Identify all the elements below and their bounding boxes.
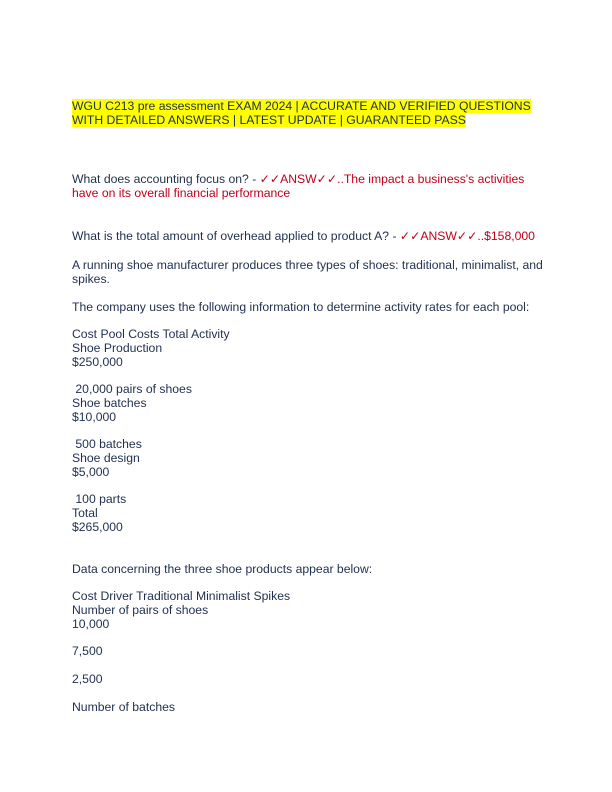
cost-pool-line: 500 batches bbox=[72, 437, 142, 451]
cost-pool-line: 100 parts bbox=[72, 492, 127, 506]
cost-pool-line: $10,000 bbox=[72, 410, 117, 424]
question-1 bbox=[72, 172, 524, 186]
products-header: Cost Driver Traditional Minimalist Spikes bbox=[72, 589, 291, 603]
intro-line-2: spikes. bbox=[72, 272, 110, 286]
answer-2-text: ✓✓ANSW✓✓..$158,000 bbox=[399, 229, 535, 243]
question-2-text: What is the total amount of overhead applied to product A? - bbox=[72, 229, 400, 243]
cost-pool-line: Total bbox=[72, 506, 98, 520]
products-line: 2,500 bbox=[72, 672, 103, 686]
cost-pool-line: Shoe Production bbox=[72, 341, 163, 355]
cost-pool-line: $5,000 bbox=[72, 465, 110, 479]
document-title-line-1: WGU C213 pre assessment EXAM 2024 | ACCURATE AND VERIFIED QUESTIONS bbox=[72, 99, 531, 113]
intro-line-3: The company uses the following information to determine activity rates for each pool: bbox=[72, 300, 530, 314]
products-line: 10,000 bbox=[72, 617, 110, 631]
cost-pool-line: 20,000 pairs of shoes bbox=[72, 382, 192, 396]
products-line: 7,500 bbox=[72, 644, 103, 658]
question-1-text: What does accounting focus on? - bbox=[72, 172, 260, 186]
products-intro: Data concerning the three shoe products appear below: bbox=[72, 562, 373, 576]
answer-1-text: ✓✓ANSW✓✓..The impact a business's activities bbox=[259, 172, 525, 186]
cost-pool-header: Cost Pool Costs Total Activity bbox=[72, 327, 230, 341]
cost-pool-line: $265,000 bbox=[72, 520, 123, 534]
cost-pool-line: Shoe batches bbox=[72, 396, 147, 410]
document-title-line-2: WITH DETAILED ANSWERS | LATEST UPDATE | GUARANTEED PASS bbox=[72, 113, 466, 127]
question-2 bbox=[72, 229, 535, 243]
cost-pool-line: $250,000 bbox=[72, 355, 123, 369]
intro-line-1: A running shoe manufacturer produces three types of shoes: traditional, minimalist, and bbox=[72, 258, 543, 272]
answer-1-continued: have on its overall financial performance bbox=[72, 186, 291, 200]
products-line: Number of batches bbox=[72, 700, 175, 714]
products-line: Number of pairs of shoes bbox=[72, 603, 209, 617]
cost-pool-line: Shoe design bbox=[72, 451, 140, 465]
